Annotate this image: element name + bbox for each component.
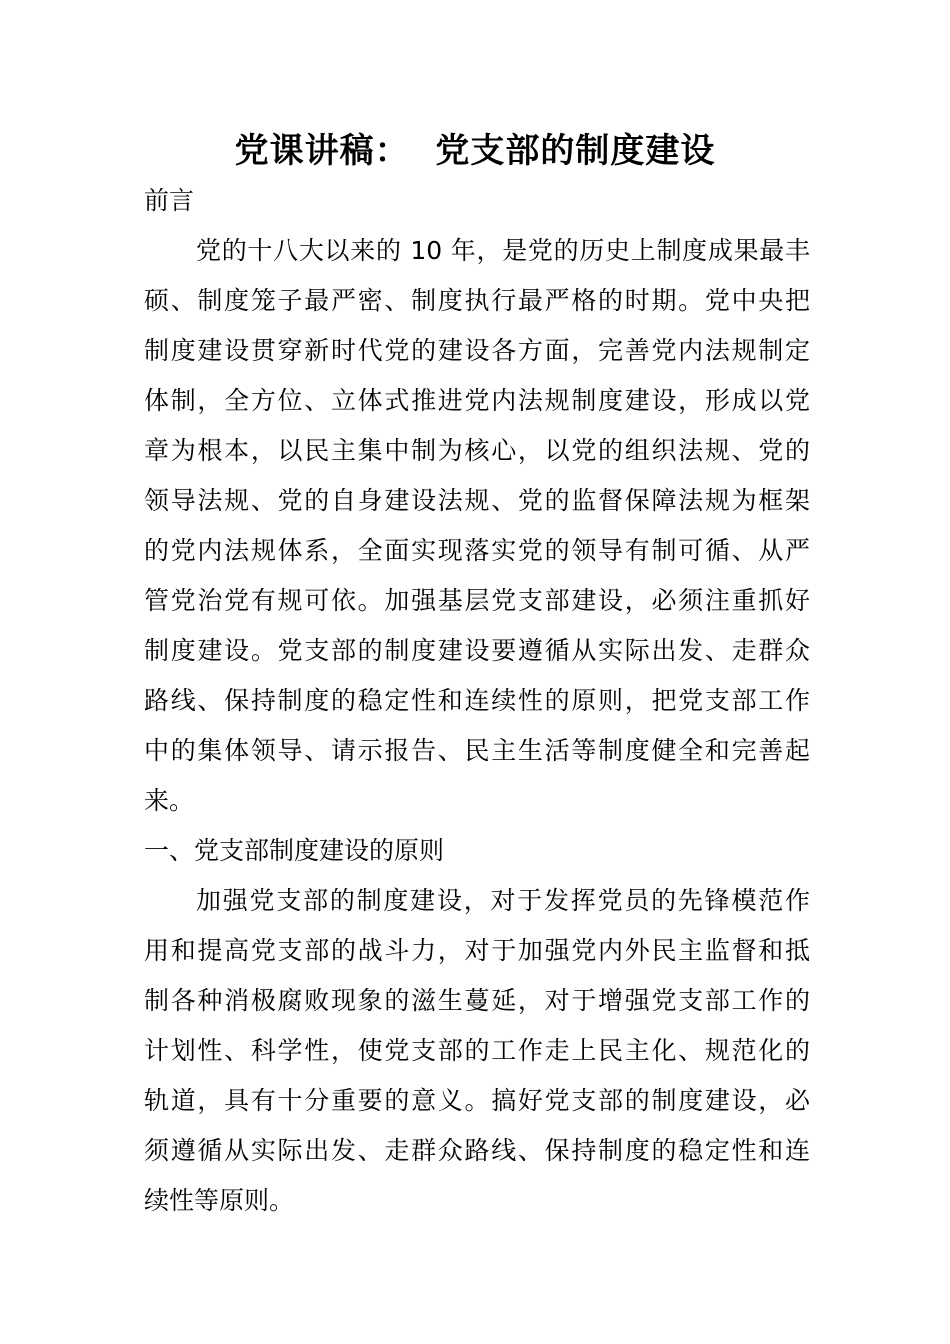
paragraph-line: 党的十八大以来的 10 年，是党的历史上制度成果最丰: [196, 236, 810, 265]
paragraph-line: 制各种消极腐败现象的滋生蔓延，对于增强党支部工作的: [144, 986, 810, 1015]
section-heading: 一、党支部制度建设的原则: [144, 836, 445, 865]
paragraph-line: 续性等原则。: [144, 1186, 295, 1215]
paragraph-line: 须遵循从实际出发、走群众路线、保持制度的稳定性和连: [144, 1136, 810, 1165]
paragraph-line: 用和提高党支部的战斗力，对于加强党内外民主监督和抵: [144, 936, 810, 965]
paragraph-line: 章为根本，以民主集中制为核心，以党的组织法规、党的: [144, 436, 810, 465]
paragraph-line: 体制，全方位、立体式推进党内法规制度建设，形成以党: [144, 386, 810, 415]
paragraph-line: 领导法规、党的自身建设法规、党的监督保障法规为框架: [144, 486, 810, 515]
paragraph-line: 中的集体领导、请示报告、民主生活等制度健全和完善起: [144, 736, 810, 765]
paragraph-line: 管党治党有规可依。加强基层党支部建设，必须注重抓好: [144, 586, 810, 615]
paragraph-line: 制度建设贯穿新时代党的建设各方面，完善党内法规制定: [144, 336, 810, 365]
paragraph-line: 加强党支部的制度建设，对于发挥党员的先锋模范作: [196, 886, 810, 915]
paragraph-line: 来。: [144, 786, 195, 815]
preface-paragraph: [144, 226, 810, 826]
paragraph-line: 的党内法规体系，全面实现落实党的领导有制可循、从严: [144, 536, 810, 565]
paragraph-line: 路线、保持制度的稳定性和连续性的原则，把党支部工作: [144, 686, 810, 715]
paragraph-line: 轨道，具有十分重要的意义。搞好党支部的制度建设，必: [144, 1086, 810, 1115]
preface-heading: 前言: [144, 186, 195, 215]
paragraph-line: 硕、制度笼子最严密、制度执行最严格的时期。党中央把: [144, 286, 810, 315]
document-title: 党课讲稿： 党支部的制度建设: [234, 131, 716, 171]
paragraph-line: 制度建设。党支部的制度建设要遵循从实际出发、走群众: [144, 636, 810, 665]
document-body: [144, 176, 810, 1226]
paragraph-line: 计划性、科学性，使党支部的工作走上民主化、规范化的: [144, 1036, 810, 1065]
section-paragraph: [144, 876, 810, 1226]
